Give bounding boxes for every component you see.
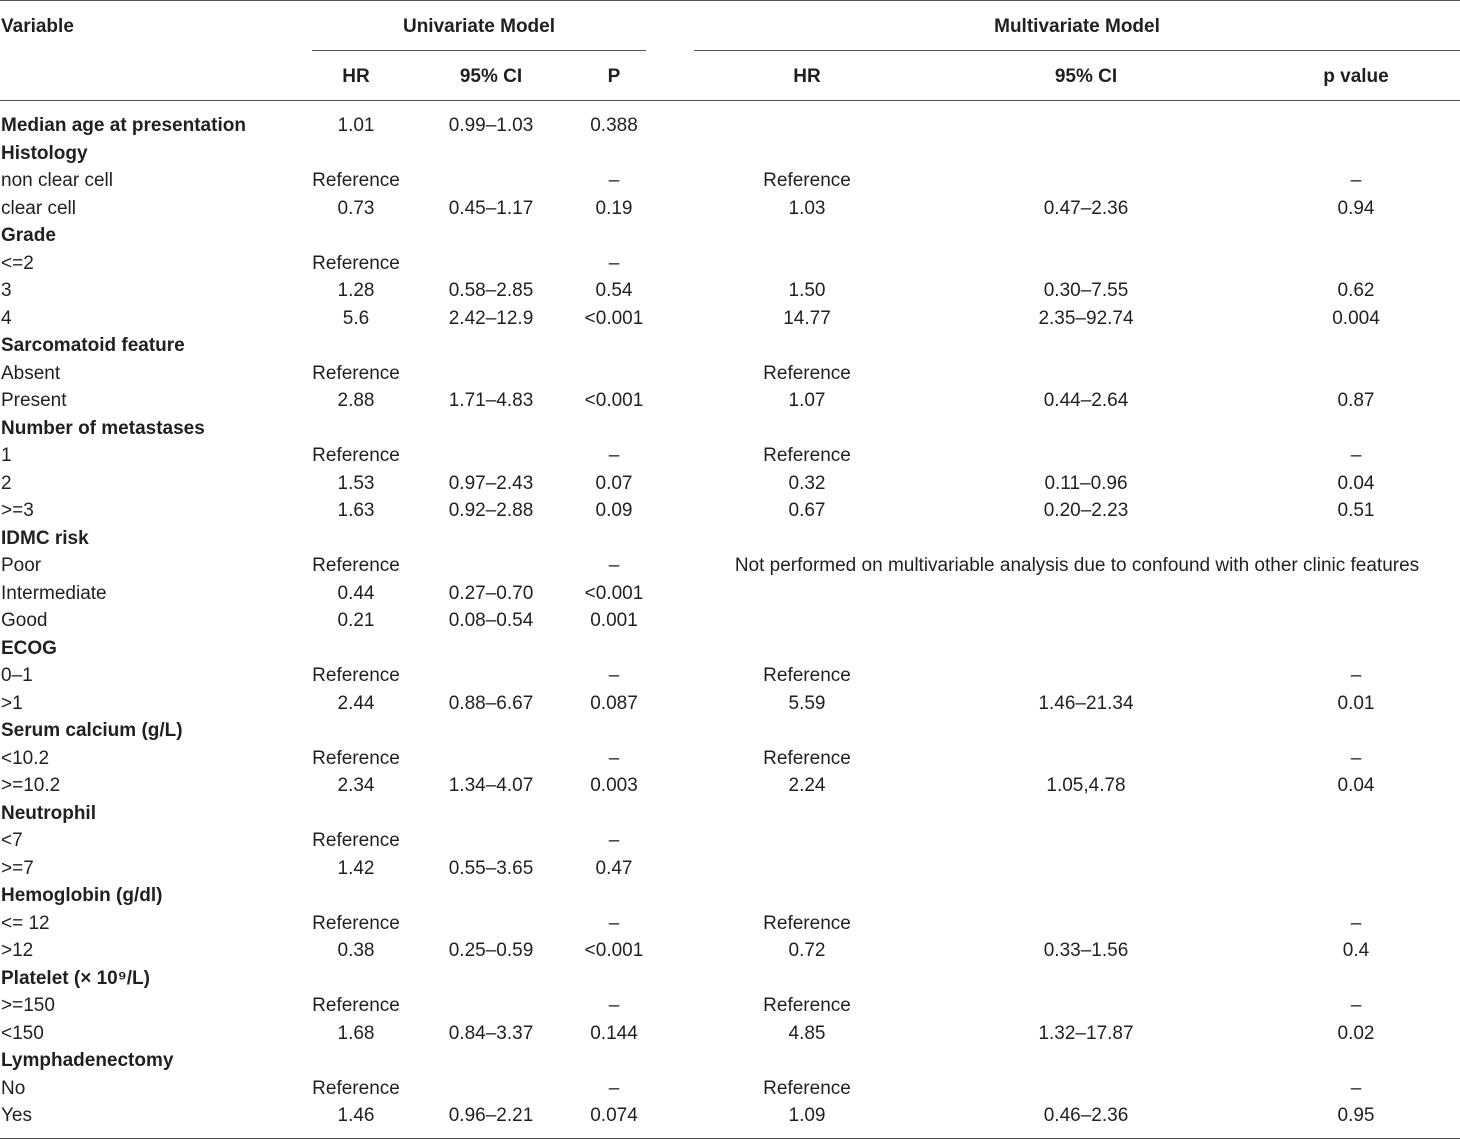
table-body [0,112,1460,1130]
cell-uni-hr: 0.44 [337,582,375,604]
cell-uni-hr: Reference [312,912,400,934]
table-row [0,112,1460,140]
row-label: 0–1 [1,665,33,686]
table-row [0,195,1460,223]
cell-uni-ci: 0.45–1.17 [448,197,534,219]
header-multi-hr: HR [793,66,821,87]
cell-multi-p: – [1350,747,1362,769]
table-row [0,277,1460,305]
cell-multi-ci: 0.33–1.56 [1043,940,1129,961]
row-label: 2 [1,472,12,494]
cell-multi-hr: 1.03 [788,197,826,219]
cell-uni-ci: 0.55–3.65 [448,857,534,879]
cell-uni-hr: 5.6 [342,307,370,329]
row-label: Good [1,610,48,631]
cell-uni-hr: Reference [312,1077,400,1099]
table-row [0,222,1460,250]
cell-uni-ci: 1.71–4.83 [448,390,534,411]
table-row [0,717,1460,745]
cell-multi-ci: 1.05,4.78 [1046,775,1126,796]
cell-multi-p: 0.004 [1332,307,1380,329]
row-label: Number of metastases [1,417,205,439]
header-variable: Variable [1,16,74,37]
cell-multi-ci: 1.46–21.34 [1038,692,1134,714]
table-row [0,140,1460,168]
row-label: >=150 [1,995,55,1016]
header-bottom-rule [0,100,1460,101]
table-row [0,332,1460,360]
row-label: <10.2 [1,747,50,769]
cell-multi-p: 0.94 [1337,197,1375,219]
cell-uni-hr: 1.63 [337,500,375,521]
cell-multi-ci: 0.20–2.23 [1043,500,1129,521]
cell-multi-p: – [1350,912,1362,934]
cell-multi-hr: Reference [763,912,851,934]
table-row [0,442,1460,470]
row-label: Platelet (× 10⁹/L) [1,967,150,989]
cell-uni-hr: 2.88 [337,390,375,411]
cell-uni-ci: 0.58–2.85 [448,280,534,301]
cell-uni-hr: 2.44 [337,692,375,714]
table-row [0,772,1460,800]
univariate-group-rule [312,50,646,51]
cell-uni-p: 0.19 [595,197,633,219]
table-row [0,470,1460,498]
cell-multi-hr: 1.09 [788,1105,826,1126]
cell-multi-p: 0.95 [1337,1105,1375,1126]
table-top-rule [0,0,1460,1]
cell-uni-ci: 0.97–2.43 [448,472,534,494]
cell-uni-hr: 1.28 [337,280,375,301]
cell-multi-hr: Reference [763,445,851,466]
cell-multi-hr: 2.24 [788,775,826,796]
cell-uni-p: 0.074 [590,1105,638,1126]
cell-multi-ci: 0.30–7.55 [1043,280,1129,301]
cell-uni-ci: 0.92–2.88 [448,500,534,521]
row-label: >=3 [1,500,34,521]
cell-uni-p: <0.001 [584,582,644,604]
cell-multi-ci: 1.32–17.87 [1038,1022,1134,1044]
cell-uni-p: – [608,1077,620,1099]
row-label: >=7 [1,857,34,879]
cell-multi-p: 0.04 [1337,472,1375,494]
table-row [0,1047,1460,1075]
cell-uni-hr: 1.53 [337,472,375,494]
cell-multi-p: 0.87 [1337,390,1375,411]
table-row [0,745,1460,773]
cell-multi-p: 0.62 [1337,280,1375,301]
cell-uni-hr: 0.21 [337,610,375,631]
cell-multi-hr: 5.59 [788,692,826,714]
row-label: Yes [1,1105,32,1126]
cell-multi-ci: 0.47–2.36 [1043,197,1129,219]
cell-uni-hr: Reference [312,665,400,686]
row-label: Grade [1,225,56,246]
row-label: <150 [1,1022,44,1044]
row-label: <=2 [1,252,34,274]
cell-uni-ci: 0.96–2.21 [448,1105,534,1126]
multivariate-group-rule [694,50,1460,51]
cell-uni-p: 0.001 [590,610,638,631]
table-row [0,910,1460,938]
cell-uni-hr: 2.34 [337,775,375,796]
cell-uni-p: 0.087 [590,692,638,714]
row-label: Intermediate [1,582,107,604]
cell-uni-p: 0.07 [595,472,633,494]
row-label: >12 [1,940,34,961]
cell-uni-hr: 0.38 [337,940,375,961]
cell-uni-p: – [608,252,620,274]
header-uni-hr: HR [342,66,370,87]
cell-multi-ci: 0.46–2.36 [1043,1105,1129,1126]
cell-uni-p: <0.001 [584,307,644,329]
header-multi-p: p value [1323,66,1389,87]
header-univariate-model: Univariate Model [402,16,556,37]
cell-uni-p: 0.003 [590,775,638,796]
cell-multi-p: 0.01 [1337,692,1375,714]
cell-uni-ci: 0.27–0.70 [448,582,534,604]
table-row [0,360,1460,388]
row-label: Serum calcium (g/L) [1,720,183,741]
row-label: >1 [1,692,23,714]
cell-multi-ci: 0.11–0.96 [1044,472,1128,494]
table-row [0,800,1460,828]
table-row [0,387,1460,415]
table-row [0,607,1460,635]
table-row [0,415,1460,443]
table-row [0,662,1460,690]
row-label: Histology [1,142,88,164]
cell-uni-hr: Reference [312,555,400,576]
cell-uni-hr: 1.68 [337,1022,375,1044]
cell-multi-hr: 0.32 [788,472,826,494]
cell-uni-p: – [608,912,620,934]
cell-uni-p: – [608,170,620,191]
cell-uni-ci: 0.84–3.37 [448,1022,534,1044]
multivariate-note: Not performed on multivariable analysis due to confound with other clinic features [734,555,1420,576]
cell-uni-hr: Reference [312,995,400,1016]
row-label: Present [1,390,67,411]
cell-uni-p: <0.001 [584,390,644,411]
table-row [0,965,1460,993]
row-label: Lymphadenectomy [1,1050,174,1071]
cell-uni-p: – [608,665,620,686]
cell-multi-ci: 2.35–92.74 [1038,307,1134,329]
table-row [0,1020,1460,1048]
cell-multi-hr: Reference [763,1077,851,1099]
row-label: Poor [1,555,42,576]
table-row [0,992,1460,1020]
cell-uni-hr: 0.73 [337,197,375,219]
table-row [0,882,1460,910]
cell-uni-hr: Reference [312,252,400,274]
table-row [0,552,1460,580]
cell-multi-p: 0.02 [1337,1022,1375,1044]
cell-uni-p: 0.47 [595,857,633,879]
row-label: 4 [1,307,12,329]
cell-uni-p: 0.09 [595,500,633,521]
row-label: >=10.2 [1,775,61,796]
row-label: clear cell [1,197,76,219]
cell-uni-hr: Reference [312,830,400,851]
cell-uni-p: – [608,995,620,1016]
row-label: Neutrophil [1,802,96,824]
cell-uni-p: – [608,747,620,769]
cell-multi-p: 0.4 [1342,940,1370,961]
table-row [0,525,1460,553]
cell-uni-hr: 1.46 [337,1105,375,1126]
row-label: <7 [1,830,23,851]
cell-multi-hr: 1.07 [788,390,826,411]
cell-uni-hr: Reference [312,445,400,466]
row-label: No [1,1077,26,1099]
cell-multi-p: 0.04 [1337,775,1375,796]
cell-multi-ci: 0.44–2.64 [1043,390,1129,411]
header-multi-ci: 95% CI [1054,66,1118,87]
cell-uni-ci: 0.08–0.54 [448,610,534,631]
row-label: Absent [1,362,61,384]
table-row [0,1102,1460,1130]
row-label: Hemoglobin (g/dl) [1,885,163,906]
cell-uni-ci: 0.25–0.59 [448,940,534,961]
table-row [0,937,1460,965]
table-row [0,1075,1460,1103]
row-label: ECOG [1,637,57,659]
table-row [0,635,1460,663]
cell-uni-ci: 0.99–1.03 [448,115,534,136]
row-label: <= 12 [1,912,50,934]
table-bottom-rule [0,1138,1460,1139]
table-row [0,855,1460,883]
table-row [0,580,1460,608]
cell-uni-hr: 1.01 [337,115,375,136]
cell-uni-hr: 1.42 [337,857,375,879]
table-row [0,250,1460,278]
cell-multi-p: 0.51 [1337,500,1375,521]
header-multivariate-model: Multivariate Model [994,16,1160,37]
cell-uni-hr: Reference [312,362,400,384]
cell-multi-p: – [1350,995,1362,1016]
cell-multi-hr: 4.85 [788,1022,826,1044]
cell-multi-hr: Reference [763,995,851,1016]
row-label: 3 [1,280,12,301]
row-label: non clear cell [1,170,113,191]
cell-multi-hr: 1.50 [788,280,826,301]
table-row [0,167,1460,195]
cell-uni-ci: 2.42–12.9 [448,307,534,329]
row-label: 1 [1,445,12,466]
cell-uni-ci: 0.88–6.67 [448,692,534,714]
row-label: Median age at presentation [1,115,246,136]
cell-multi-hr: 0.67 [788,500,826,521]
header-uni-ci: 95% CI [459,66,523,87]
cell-uni-hr: Reference [312,747,400,769]
cell-multi-hr: Reference [763,170,851,191]
table-row [0,305,1460,333]
cell-multi-hr: 0.72 [788,940,826,961]
cell-multi-hr: Reference [763,362,851,384]
cell-multi-p: – [1350,170,1362,191]
cell-uni-p: – [608,445,620,466]
cell-uni-p: 0.388 [590,115,638,136]
table-row [0,827,1460,855]
cell-multi-hr: Reference [763,747,851,769]
cell-uni-ci: 1.34–4.07 [448,775,534,796]
cell-multi-p: – [1350,1077,1362,1099]
cell-uni-p: <0.001 [584,940,644,961]
cell-multi-p: – [1350,445,1362,466]
cell-uni-hr: Reference [312,170,400,191]
cell-multi-hr: Reference [763,665,851,686]
cell-multi-p: – [1350,665,1362,686]
row-label: IDMC risk [1,527,89,549]
cell-multi-hr: 14.77 [783,307,831,329]
cell-uni-p: 0.54 [595,280,633,301]
header-uni-p: P [607,66,621,87]
table-row [0,497,1460,525]
row-label: Sarcomatoid feature [1,335,185,356]
cell-uni-p: 0.144 [590,1022,638,1044]
cell-uni-p: – [608,555,620,576]
table-row [0,690,1460,718]
cell-uni-p: – [608,830,620,851]
